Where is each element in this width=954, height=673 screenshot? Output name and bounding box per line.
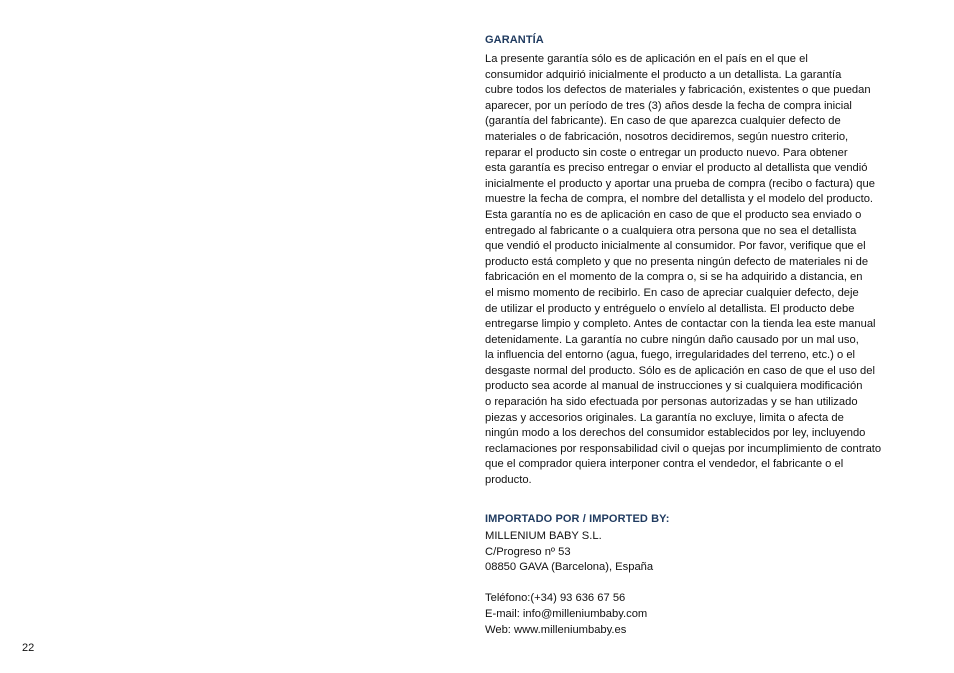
warranty-text-line: desgaste normal del producto. Sólo es de aplicación en caso de que el uso del [485, 364, 875, 377]
warranty-text-line: el mismo momento de recibirlo. En caso de apreciar cualquier defecto, deje [485, 286, 859, 299]
warranty-text-line: ningún modo a los derechos del consumidor establecidos por ley, incluyendo [485, 427, 866, 440]
warranty-text-line: que el comprador quiera interponer contra el vendedor, el fabricante o el [485, 458, 844, 471]
warranty-text-line: materiales o de fabricación, nosotros decidiremos, según nuestro criterio, [485, 130, 849, 143]
warranty-text-line: esta garantía es preciso entregar o enviar el producto al detallista que vendió [485, 162, 868, 175]
warranty-text-line: consumidor adquirió inicialmente el producto a un detallista. La garantía [485, 68, 842, 81]
warranty-text-line: reclamaciones por responsabilidad civil o quejas por incumplimiento de contrato [485, 442, 882, 455]
warranty-text-line: o reparación ha sido efectuada por personas autorizadas y se han utilizado [485, 396, 858, 409]
warranty-text-line: aparecer, por un período de tres (3) años desde la fecha de compra inicial [485, 99, 852, 112]
warranty-text-line: de utilizar el producto y entréguelo o envíelo al detallista. El producto debe [485, 302, 855, 315]
importer-phone: Teléfono:(+34) 93 636 67 56 [485, 592, 626, 605]
page-number: 22 [22, 642, 35, 654]
importer-heading: IMPORTADO POR / IMPORTED BY: [485, 513, 670, 525]
warranty-text-line: detenidamente. La garantía no cubre ningún daño causado por un mal uso, [485, 333, 859, 346]
spacer [485, 576, 653, 592]
importer-address-block [485, 529, 653, 638]
importer-street: C/Progreso nº 53 [485, 545, 571, 558]
warranty-heading: GARANTÍA [485, 34, 544, 46]
warranty-text-line: producto sea acorde al manual de instrucciones y si cualquiera modificación [485, 380, 863, 393]
warranty-text-line: reparar el producto sin coste o entregar un producto nuevo. Para obtener [485, 146, 848, 159]
warranty-text-line: (garantía del fabricante). En caso de que aparezca cualquier defecto de [485, 115, 841, 128]
warranty-text-line: entregado al fabricante o a cualquiera otra persona que no sea el detallista [485, 224, 857, 237]
warranty-text-line: fabricación en el momento de la compra o, si se ha adquirido a distancia, en [485, 271, 863, 284]
warranty-body [485, 52, 925, 489]
warranty-text-line: producto está completo y que no presenta ningún defecto de materiales ni de [485, 255, 869, 268]
importer-city: 08850 GAVA (Barcelona), España [485, 561, 654, 574]
warranty-text-line: inicialmente el producto y aportar una prueba de compra (recibo o factura) que [485, 177, 875, 190]
warranty-text-line: la influencia del entorno (agua, fuego, irregularidades del terreno, etc.) o el [485, 349, 856, 362]
warranty-text-line: que vendió el producto inicialmente al consumidor. Por favor, verifique que el [485, 240, 866, 253]
warranty-text-line: Esta garantía no es de aplicación en caso de que el producto sea enviado o [485, 208, 862, 221]
warranty-text-line: cubre todos los defectos de materiales y fabricación, existentes o que puedan [485, 84, 871, 97]
warranty-text-line: producto. [485, 474, 532, 487]
importer-email: E-mail: info@milleniumbaby.com [485, 607, 648, 620]
warranty-text-line: piezas y accesorios originales. La garantía no excluye, limita o afecta de [485, 411, 844, 424]
warranty-text-line: muestre la fecha de compra, el nombre del detallista y el modelo del producto. [485, 193, 874, 206]
importer-company: MILLENIUM BABY S.L. [485, 530, 602, 542]
importer-web: Web: www.milleniumbaby.es [485, 623, 627, 636]
warranty-text-line: La presente garantía sólo es de aplicación en el país en el que el [485, 53, 808, 65]
warranty-text-line: entregarse limpio y completo. Antes de contactar con la tienda lea este manual [485, 318, 876, 331]
